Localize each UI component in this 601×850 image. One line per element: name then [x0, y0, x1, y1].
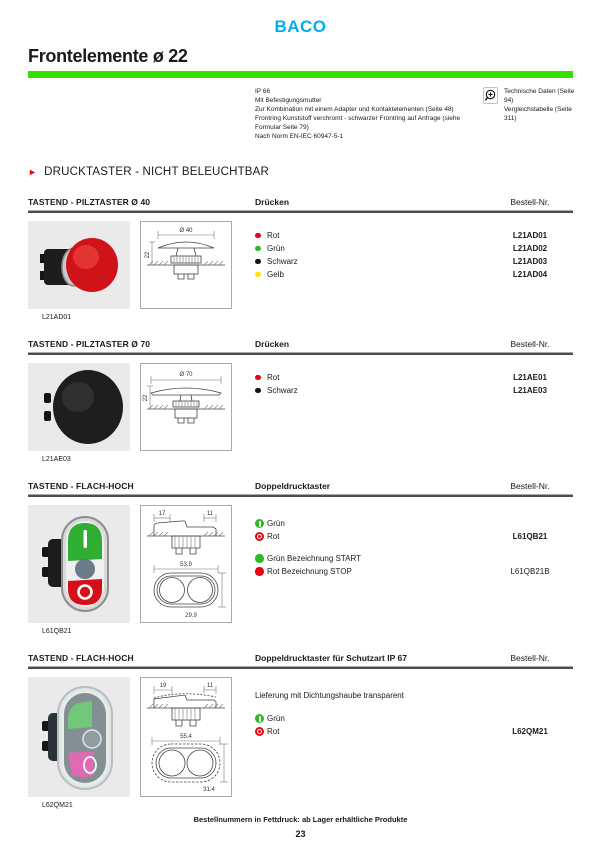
dim-width: 55.4 [180, 734, 192, 740]
variant-label: Gelb [267, 270, 284, 279]
technical-drawing [140, 677, 232, 797]
color-dot-black-icon [255, 259, 261, 265]
variant-label: Grün [267, 714, 285, 723]
variant-row [255, 371, 573, 384]
spec-line: Zur Kombination mit einem Adapter und Kontaktelementen (Seite 48) [255, 106, 454, 113]
dim-height: 31.4 [203, 787, 215, 793]
variant-row [255, 712, 573, 725]
spec-line: Nach Norm EN-IEC 60947-5-1 [255, 133, 344, 140]
product-row-doppeldrucktaster-ip67 [28, 653, 573, 809]
photo-label: L62QM21 [42, 802, 73, 809]
technical-drawing [140, 221, 232, 309]
variant-label: Schwarz [267, 386, 298, 395]
order-column-header: Bestell-Nr. [510, 197, 550, 207]
footer-note: Bestellnummern in Fettdruck: ab Lager erhältliche Produkte [193, 815, 408, 824]
row-action-label: Doppeldrucktaster [255, 481, 331, 491]
variant-row [255, 255, 573, 268]
row-action-label: Doppeldrucktaster für Schutzart IP 67 [255, 653, 407, 663]
variant-row [255, 565, 573, 578]
product-photo [28, 221, 130, 309]
page-title: Frontelemente ø 22 [28, 46, 188, 66]
dim-height: 29.9 [185, 613, 197, 619]
link-vergleichstabelle[interactable]: Vergleichstabelle (Seite 311) [503, 106, 572, 122]
dim-diameter: Ø 40 [179, 228, 193, 234]
red-stop-O-icon [255, 727, 264, 736]
product-row-pilztaster-40 [28, 197, 573, 321]
section-title: DRUCKTASTER - NICHT BELEUCHTBAR [44, 166, 270, 178]
color-dot-yellow-icon [255, 272, 261, 278]
row-title: TASTEND - FLACH-HOCH [28, 653, 134, 663]
order-column-header: Bestell-Nr. [510, 339, 550, 349]
color-dot-black-icon [255, 388, 261, 394]
product-photo [28, 677, 130, 797]
color-dot-red-icon [255, 375, 261, 381]
row-title: TASTEND - FLACH-HOCH [28, 481, 134, 491]
product-photo [28, 505, 130, 623]
info-block [255, 87, 575, 141]
row-action-label: Drücken [255, 197, 290, 207]
link-technische-daten[interactable]: Technische Daten (Seite 94) [503, 88, 575, 104]
order-column-header: Bestell-Nr. [510, 653, 550, 663]
row-action-label: Drücken [255, 339, 290, 349]
green-start-I-icon [255, 714, 264, 723]
variant-row [255, 517, 573, 530]
variant-row [255, 242, 573, 255]
spec-line: Mit Befestigungsmutter [255, 97, 322, 104]
variant-label: Schwarz [267, 257, 298, 266]
dim-height: 22 [145, 251, 151, 259]
variant-row [255, 268, 573, 281]
dim-a: 17 [158, 511, 166, 517]
variant-label: Rot [267, 373, 280, 382]
order-number: L21AE03 [513, 386, 547, 395]
product-photo [28, 363, 130, 451]
order-number: L21AE01 [513, 373, 547, 382]
brand-logo: BACO [274, 17, 327, 36]
photo-label: L61QB21 [42, 628, 72, 635]
title-underline-bar [28, 71, 573, 78]
delivery-note: Lieferung mit Dichtungshaube transparent [255, 691, 404, 700]
order-number: L21AD03 [512, 257, 548, 266]
green-start-I-icon [255, 519, 264, 528]
photo-label: L21AE03 [42, 456, 71, 463]
variant-row [255, 530, 573, 543]
section-arrow-icon: ► [28, 167, 38, 177]
variant-label: Grün [267, 244, 285, 253]
dim-height: 22 [143, 394, 149, 402]
variant-label: Rot [267, 727, 280, 736]
order-number: L61QB21 [512, 532, 548, 541]
row-title: TASTEND - PILZTASTER Ø 70 [28, 339, 151, 349]
page-number: 23 [295, 829, 306, 839]
product-row-pilztaster-70 [28, 339, 573, 463]
color-dot-red-icon [255, 233, 261, 239]
color-dot-green-icon [255, 554, 264, 563]
variant-row [255, 384, 573, 397]
section-header [28, 166, 573, 178]
product-row-doppeldrucktaster [28, 481, 573, 635]
variant-label: Rot Bezeichnung STOP [267, 567, 352, 576]
photo-label: L21AD01 [42, 314, 72, 321]
dim-width: 53.9 [180, 562, 192, 568]
dim-a: 19 [159, 683, 167, 689]
order-number: L21AD01 [512, 231, 548, 240]
color-dot-green-icon [255, 246, 261, 252]
dim-b: 11 [206, 683, 214, 689]
order-column-header: Bestell-Nr. [510, 481, 550, 491]
technical-drawing [140, 363, 232, 451]
variant-label: Grün [267, 519, 285, 528]
spec-line: IP 66 [255, 88, 271, 95]
dim-diameter: Ø 70 [179, 372, 193, 378]
variant-label: Rot [267, 532, 280, 541]
spec-line: Frontring Kunststoff verchromt - schwarzer Frontring auf Anfrage (siehe Formular Seite 79) [255, 115, 461, 131]
variant-row [255, 725, 573, 738]
row-title: TASTEND - PILZTASTER Ø 40 [28, 197, 151, 207]
variant-row [255, 229, 573, 242]
order-number: L21AD02 [512, 244, 548, 253]
magnifier-plus-icon[interactable] [483, 87, 498, 104]
order-number: L62QM21 [512, 727, 548, 736]
color-dot-red-icon [255, 567, 264, 576]
variant-label: Rot [267, 231, 280, 240]
variant-row [255, 552, 573, 565]
order-number: L61QB21B [510, 567, 550, 576]
variant-label: Grün Bezeichnung START [267, 554, 361, 563]
order-number: L21AD04 [512, 270, 548, 279]
spec-lines [255, 87, 483, 141]
red-stop-O-icon [255, 532, 264, 541]
technical-drawing [140, 505, 232, 623]
reference-links [483, 87, 575, 123]
dim-b: 11 [206, 511, 214, 517]
